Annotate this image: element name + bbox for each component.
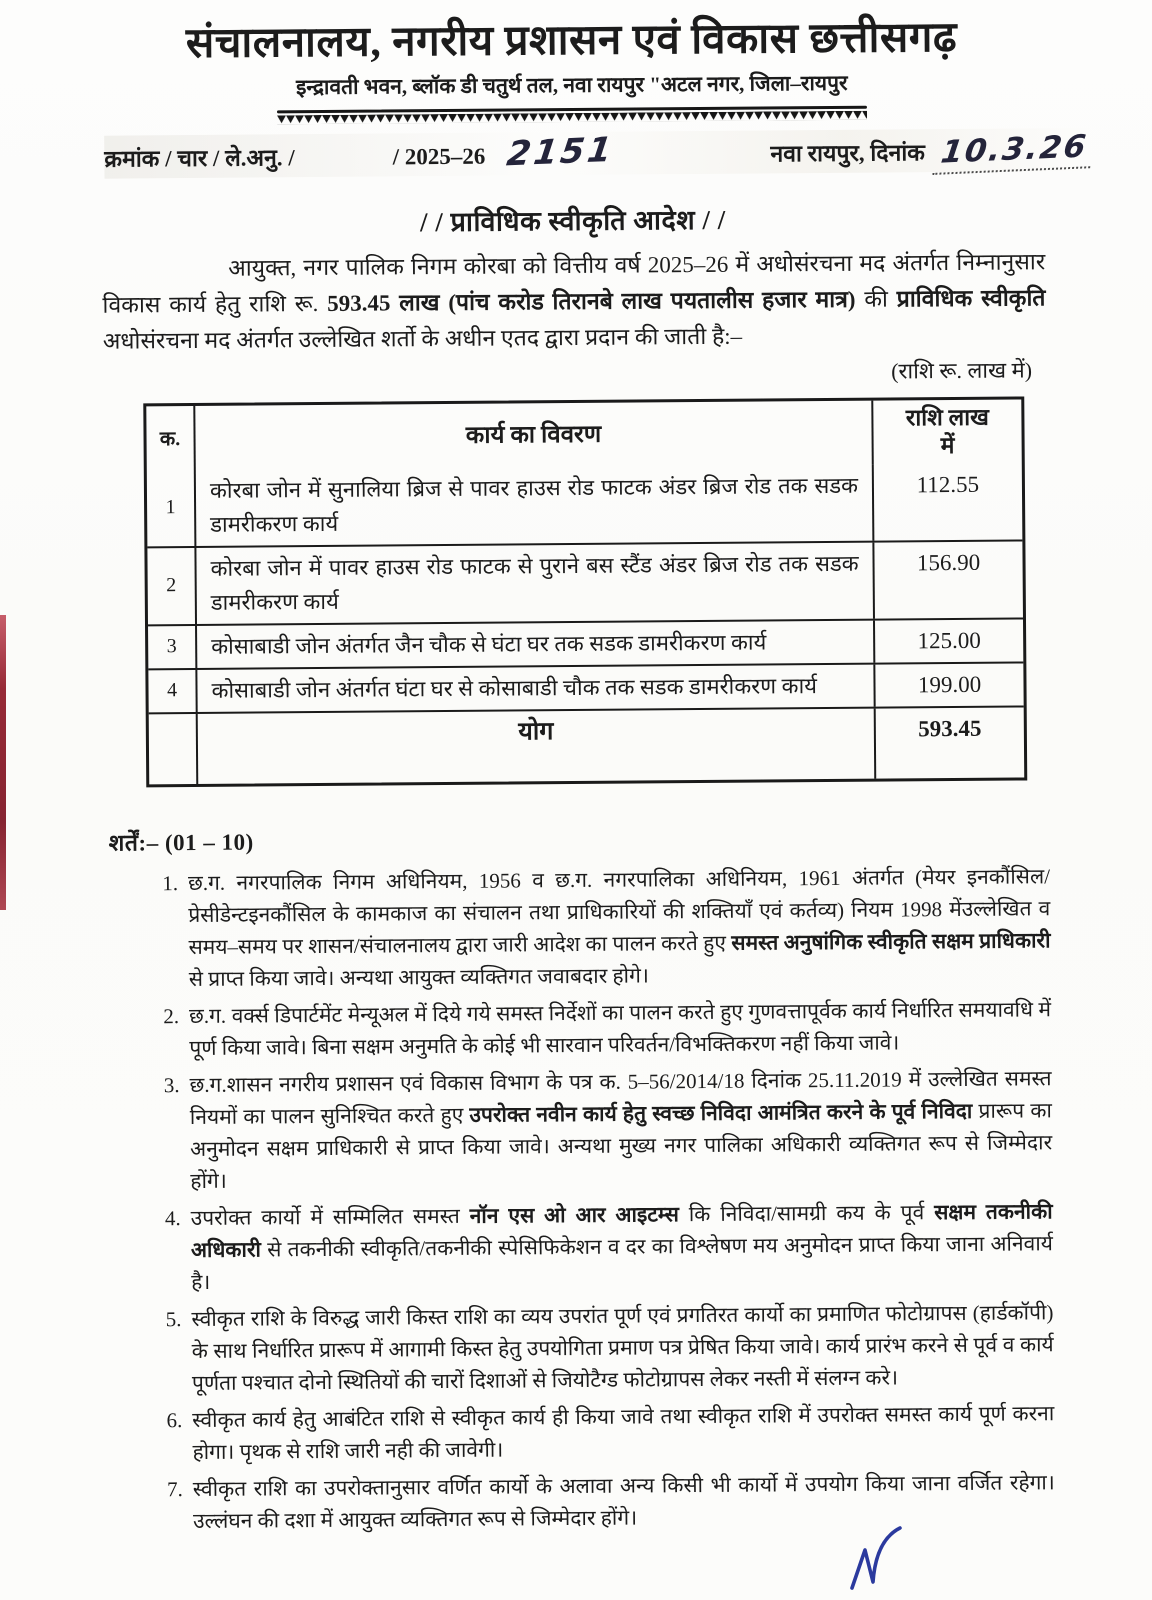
total-empty-cell (149, 714, 197, 784)
org-address: इन्द्रावती भवन, ब्लॉक डी चतुर्थ तल, नवा रायपुर "अटल नगर, जिला–रायपुर (295, 70, 848, 99)
amount-cell: 125.00 (873, 619, 1023, 662)
serial-number-cell: 4 (166, 679, 178, 702)
term-number: 2. (163, 1003, 180, 1028)
term-item (142, 860, 1051, 995)
work-description-cell: कोसाबाडी जोन अंतर्गत घंटा घर से कोसाबाडी चौक तक सडक डामरीकरण कार्य (195, 664, 873, 711)
org-title: संचालनालय, नगरीय प्रशासन एवं विकास छत्तीसगढ़ (185, 14, 958, 68)
serial-number-cell: 3 (166, 635, 177, 658)
text-run: से तकनीकी स्वीकृति/तकनीकी स्पेसिफिकेशन व दर का विश्लेषण मय अनुमोदन प्राप्त किया जाना अनिवार्य है। (191, 1230, 1053, 1294)
term-text (189, 993, 1051, 1064)
work-description-cell: कोसाबाडी जोन अंतर्गत जैन चौक से घंटा घर तक सडक डामरीकरण कार्य (195, 620, 873, 667)
term-number: 1. (162, 870, 179, 895)
term-number: 4. (164, 1205, 181, 1230)
term-item (143, 1062, 1052, 1197)
text-run: कि निविदा/सामग्री कय के पूर्व (678, 1199, 935, 1226)
place-date-label: नवा रायपुर, दिनांक (770, 139, 926, 167)
amount-unit-note: (राशि रू. लाख में) (891, 357, 1033, 384)
table-header-row (146, 399, 1021, 470)
col-header-amount-text: राशि लाख में (905, 404, 990, 458)
term-text (189, 1062, 1052, 1197)
text-run: स्वीकृत राशि का उपरोक्तानुसार वर्णित कार्यो के अलावा अन्य किसी भी कार्यो में उपयोग किया जाना वर्जित रहेगा। उल्लंघन की दशा में आयुक्त व्यक्तिगत रूप से जिम्मेदार होंगे। (192, 1469, 1055, 1533)
intro-paragraph (102, 244, 1046, 359)
amount-cell: 199.00 (873, 663, 1023, 706)
table-total-row (149, 705, 1025, 784)
text-run: आयुक्त, नगर पालिक निगम कोरबा को वित्तीय वर्ष 2025–26 में अधोसंरचना मद अंतर्गत निम्नानुसार विकास कार्य हेतु राशि रू. (102, 248, 1046, 318)
terms-list (142, 860, 1055, 1537)
text-run: स्वीकृत राशि के विरुद्ध जारी किस्त राशि का व्यय उपरांत पूर्ण एवं प्रगतिरत कार्यो का प्रमाणित फोटोग्रापस (हार्डकॉपी) के साथ निर्धारित प्रारूप में आगामी किस्त हेतु उपयोगिता प्रमाण पत्र प्रेषित किया जावे। कार्य प्रारंभ करने से पूर्व व कार्य पूर्णता पश्चात दोनो स्थितियों की चारों दिशाओं से जियोटैग्ड फोटोग्रापस लेकर नस्ती में संलग्न करे। (191, 1299, 1054, 1395)
total-label: योग (196, 708, 875, 783)
serial-number-cell: 2 (166, 574, 177, 597)
text-run: उपरोक्त कार्यो में सम्मिलित समस्त (190, 1203, 470, 1230)
text-run: नॉन एस ओ आर आइटम्स (469, 1201, 679, 1228)
reference-row (104, 128, 1092, 179)
total-value: 593.45 (874, 707, 1025, 778)
text-run: प्राविधिक स्वीकृति (896, 284, 1046, 312)
amount-cell: 156.90 (872, 541, 1023, 618)
terms-heading: शर्तें:– (01 – 10) (108, 829, 254, 856)
signature-mark (846, 1524, 908, 1596)
text-run: से प्राप्त किया जावे। अन्यथा आयुक्त व्यक्तिगत जवाबदार होगे। (188, 963, 649, 991)
term-text (191, 1195, 1054, 1298)
serial-number-cell: 1 (165, 496, 176, 519)
text-run: 593.45 लाख (पांच करोड तिरानबे लाख पयतालीस हजार मात्र) (327, 286, 856, 316)
text-run: की (855, 286, 897, 312)
table-row (148, 617, 1023, 668)
text-run: अधोसंरचना मद अंतर्गत उल्लेखित शर्तो के अधीन एतद द्वारा प्रदान की जाती है:– (102, 323, 743, 354)
col-header-sno: क. (159, 428, 181, 451)
order-title: / / प्राविधिक स्वीकृति आदेश / / (419, 204, 726, 237)
table-row (147, 463, 1023, 546)
text-run: सक्षम तकनीकी अधिकारी (190, 1198, 1053, 1262)
table-body (147, 463, 1024, 712)
term-item (143, 993, 1051, 1064)
term-item (146, 1397, 1054, 1468)
text-run: छ.ग. वर्क्स डिपार्टमेंट मेन्यूअल में दिये गये समस्त निर्देशों का पालन करते हुए गुणवत्तापूर्वक कार्य निर्धारित समयावधि में पूर्ण किया जावे। बिना सक्षम अनुमति के कोई भी सारवान परिवर्तन/विभक्तिकरण नहीं किया जावे। (188, 996, 1052, 1060)
ref-number-handwritten: 2151 (504, 129, 617, 174)
term-number: 3. (163, 1072, 180, 1097)
works-table (143, 396, 1027, 787)
text-run: समस्त अनुषांगिक स्वीकृति सक्षम प्राधिकारी (731, 927, 1051, 955)
col-header-amount (871, 399, 1021, 464)
term-text (188, 860, 1051, 995)
text-run: स्वीकृत कार्य हेतु आबंटित राशि से स्वीकृत कार्य ही किया जावे तथा स्वीकृत राशि में उपरोक्त समस्त कार्य पूर्ण करना होगा। पृथक से राशि जारी नही की जावेगी। (192, 1400, 1055, 1464)
text-run: छ.ग. नगरपालिक निगम अधिनियम, 1956 व छ.ग. नगरपालिका अधिनियम, 1961 अंतर्गत (मेयर इनकौंसिल/प्रेसीडेन्टइनकौंसिल के कामकाज का संचालन तथा प्राधिकारियों की शक्तियाँ एवं कर्तव्य) नियम 1998 मेंउल्लेखित व समय–समय पर शासन/संचालनालय द्वारा जारी आदेश का पालन करते हुए (187, 863, 1051, 959)
col-header-description: कार्य का विवरण (193, 400, 871, 469)
table-row (147, 539, 1023, 624)
work-description-cell: कोरबा जोन में पावर हाउस रोड फाटक से पुराने बस स्टैंड अंडर ब्रिज रोड तक सडक डामरीकरण कार्य (194, 542, 873, 623)
term-item (147, 1466, 1055, 1537)
term-text (193, 1466, 1055, 1537)
text-run: उपरोक्त नवीन कार्य हेतु स्वच्छ निविदा आमंत्रित करने के पूर्व निविदा (469, 1098, 973, 1127)
text-run: प्रारूप का अनुमोदन सक्षम प्राधिकारी से प्राप्त किया जावे। अन्यथा मुख्य नगर पालिका अधिकारी व्यक्तिगत रूप से जिम्मेदार होंगे। (190, 1097, 1053, 1193)
text-run: छ.ग.शासन नगरीय प्रशासन एवं विकास विभाग के पत्र क. 5–56/2014/18 दिनांक 25.11.2019 में उल्लेखित समस्त नियमों का पालन सुनिश्चित करते हुए (189, 1065, 1052, 1129)
term-number: 6. (166, 1407, 183, 1432)
amount-cell: 112.55 (872, 463, 1023, 540)
term-number: 5. (165, 1306, 182, 1331)
rule-sawtooth-line (277, 110, 867, 124)
term-number: 7. (166, 1476, 183, 1501)
ref-prefix: क्रमांक / चार / ले.अनु. / (104, 144, 295, 172)
term-item (145, 1296, 1054, 1399)
work-description-cell: कोरबा जोन में सुनालिया ब्रिज से पावर हाउस रोड फाटक अंडर ब्रिज रोड तक सडक डामरीकरण कार्य (194, 464, 873, 545)
ref-year: / 2025–26 (392, 143, 486, 170)
term-text (191, 1296, 1054, 1399)
table-row (148, 661, 1023, 712)
term-text (192, 1397, 1054, 1468)
decorative-rule (277, 105, 867, 124)
date-handwritten: 10.3.26 (932, 128, 1096, 175)
spacer (614, 161, 770, 162)
term-item (145, 1195, 1054, 1298)
